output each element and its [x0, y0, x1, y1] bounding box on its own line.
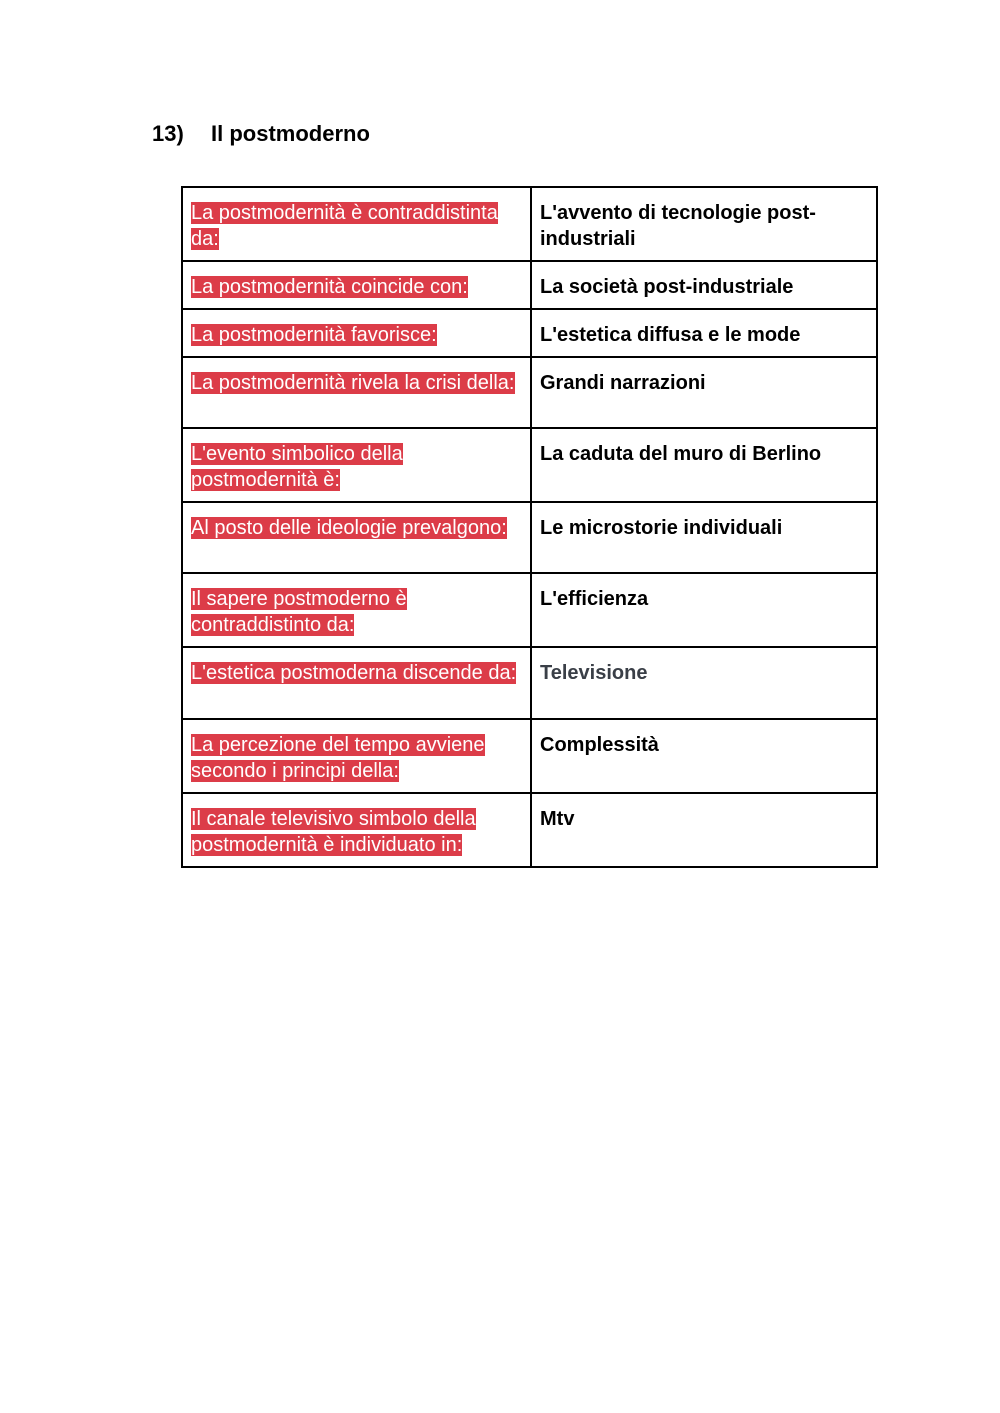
answer-cell [531, 502, 877, 573]
question-text: La postmodernità coincide con: [191, 276, 468, 298]
question-cell [182, 357, 531, 428]
table-row [182, 647, 877, 719]
table-row [182, 573, 877, 647]
question-cell [182, 187, 531, 261]
table-row [182, 357, 877, 428]
answer-cell [531, 793, 877, 867]
section-title: Il postmoderno [211, 121, 370, 146]
section-number: 13) [152, 121, 184, 146]
answer-text: L'estetica diffusa e le mode [540, 324, 801, 346]
question-cell [182, 793, 531, 867]
answer-text: La caduta del muro di Berlino [540, 443, 822, 465]
answer-text: Le microstorie individuali [540, 517, 783, 539]
question-cell [182, 309, 531, 357]
answer-cell [531, 357, 877, 428]
question-text: La percezione del tempo avviene secondo i principi della: [191, 734, 485, 782]
answer-cell [531, 187, 877, 261]
question-text: Il canale televisivo simbolo della postmodernità è individuato in: [191, 808, 476, 856]
table-row [182, 719, 877, 793]
table-row [182, 793, 877, 867]
answer-text: Grandi narrazioni [540, 372, 706, 394]
question-answer-table [181, 186, 878, 868]
table-row [182, 428, 877, 502]
table-row [182, 309, 877, 357]
question-cell [182, 719, 531, 793]
answer-cell [531, 573, 877, 647]
question-cell [182, 261, 531, 309]
answer-text: Complessità [540, 734, 659, 756]
question-cell [182, 647, 531, 719]
answer-cell [531, 647, 877, 719]
answer-text: L'efficienza [540, 588, 649, 610]
section-heading [152, 121, 370, 147]
question-text: Il sapere postmoderno è contraddistinto da: [191, 588, 407, 636]
question-text: Al posto delle ideologie prevalgono: [191, 517, 507, 539]
table-row [182, 261, 877, 309]
question-cell [182, 573, 531, 647]
question-text: L'evento simbolico della postmodernità è: [191, 443, 403, 491]
question-text: La postmodernità è contraddistinta da: [191, 202, 498, 250]
answer-cell [531, 428, 877, 502]
table-row [182, 502, 877, 573]
question-text: L'estetica postmoderna discende da: [191, 662, 517, 684]
answer-text: La società post-industriale [540, 276, 794, 298]
question-cell [182, 502, 531, 573]
answer-cell [531, 261, 877, 309]
table-row [182, 187, 877, 261]
answer-cell [531, 309, 877, 357]
answer-cell [531, 719, 877, 793]
answer-text: Televisione [540, 662, 648, 684]
answer-text: L'avvento di tecnologie post-industriali [540, 202, 816, 250]
answer-text: Mtv [540, 808, 575, 830]
question-cell [182, 428, 531, 502]
question-text: La postmodernità rivela la crisi della: [191, 372, 515, 394]
question-text: La postmodernità favorisce: [191, 324, 437, 346]
